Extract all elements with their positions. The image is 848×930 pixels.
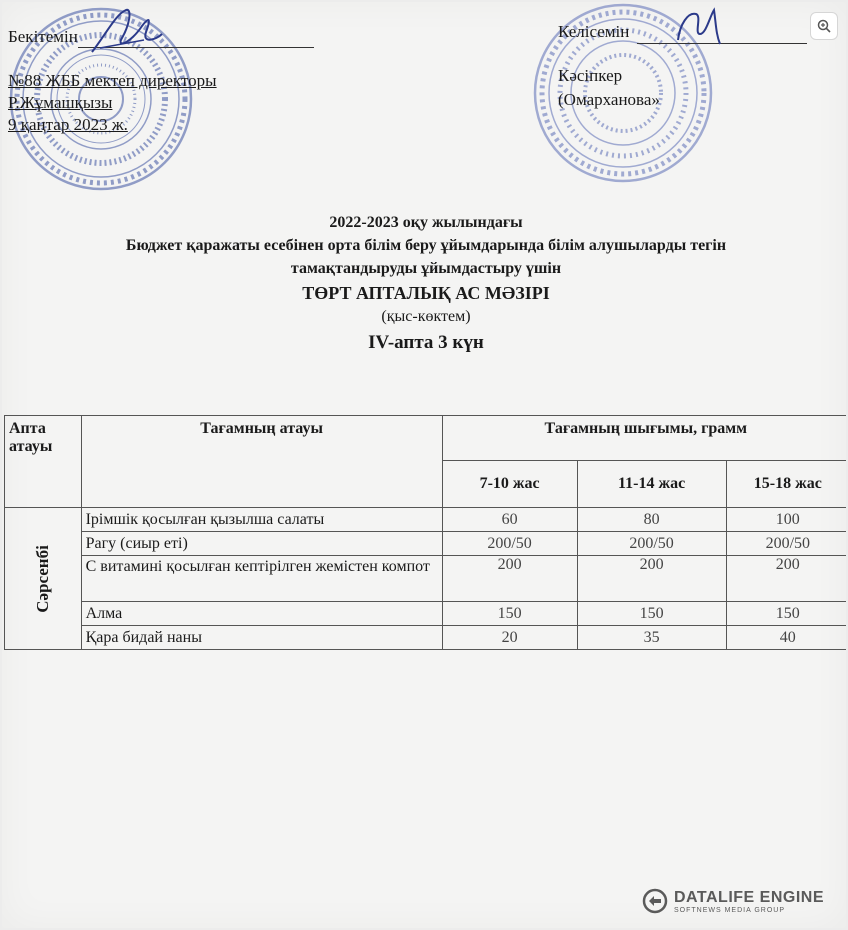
approve-position: №88 ЖББ мектеп директоры [8,71,217,90]
watermark-subtitle: SOFTNEWS MEDIA GROUP [673,906,785,914]
header-age-7-10: 7-10 жас [442,461,577,508]
header-age-15-18: 15-18 жас [726,461,846,508]
document-page [2,2,846,928]
value-cell: 60 [442,508,577,532]
dish-name: Қара бидай наны [81,626,442,650]
agree-position: Кәсіпкер [558,66,623,85]
value-cell: 20 [442,626,577,650]
title-line-1: Бюджет қаражаты есебінен орта білім беру ұйымдарында білім алушыларды тегін [125,237,727,254]
watermark-title: DATALIFE ENGINE [673,888,824,906]
value-cell: 80 [577,508,726,532]
document-title [2,214,846,354]
value-cell: 100 [726,508,846,532]
approve-name: Р.Жұмашқызы [8,93,113,112]
dish-name: Ірімшік қосылған қызылша салаты [81,508,442,532]
value-cell: 40 [726,626,846,650]
zoom-icon [816,18,832,34]
value-cell: 35 [577,626,726,650]
value-cell: 150 [577,602,726,626]
header-age-11-14: 11-14 жас [577,461,726,508]
menu-table [4,415,846,650]
header-week: Апта атауы [5,416,82,508]
dish-name: Рагу (сиыр еті) [81,532,442,556]
value-cell: 200 [577,556,726,602]
title-year: 2022-2023 оқу жылындағы [329,214,523,231]
value-cell: 200 [726,556,846,602]
day-label: Сәрсенбі [32,544,52,613]
agreement-block [558,20,838,112]
zoom-button[interactable] [810,12,838,40]
day-cell [5,508,82,650]
value-cell: 200 [442,556,577,602]
table-row [5,508,847,532]
agree-title: Келісемін [558,22,630,41]
table-row [5,532,847,556]
agree-organization: (Омарханова» [558,90,660,109]
value-cell: 200/50 [577,532,726,556]
header-yield: Тағамның шығымы, грамм [442,416,846,461]
value-cell: 200/50 [442,532,577,556]
value-cell: 150 [442,602,577,626]
approve-signature-line [78,47,314,48]
title-line-2: тамақтандыруды ұйымдастыру үшін [290,260,562,277]
header-dish: Тағамның атауы [81,416,442,508]
title-menu: ТӨРТ АПТАЛЫҚ АС МӘЗІРІ [302,283,550,303]
watermark [642,888,824,914]
agree-signature-line [637,43,807,44]
table-row [5,602,847,626]
title-week: IV-апта 3 күн [368,332,484,353]
value-cell: 200/50 [726,532,846,556]
title-season: (қыс-көктем) [381,308,471,325]
value-cell: 150 [726,602,846,626]
dish-name: С витамині қосылған кептірілген жемістен компот [81,556,442,602]
table-row [5,556,847,602]
approve-date: 9 қаңтар 2023 ж. [8,115,128,134]
datalife-logo-icon [642,888,668,914]
approve-title: Бекітемін [8,27,78,46]
table-row [5,626,847,650]
approval-block [8,26,338,136]
dish-name: Алма [81,602,442,626]
